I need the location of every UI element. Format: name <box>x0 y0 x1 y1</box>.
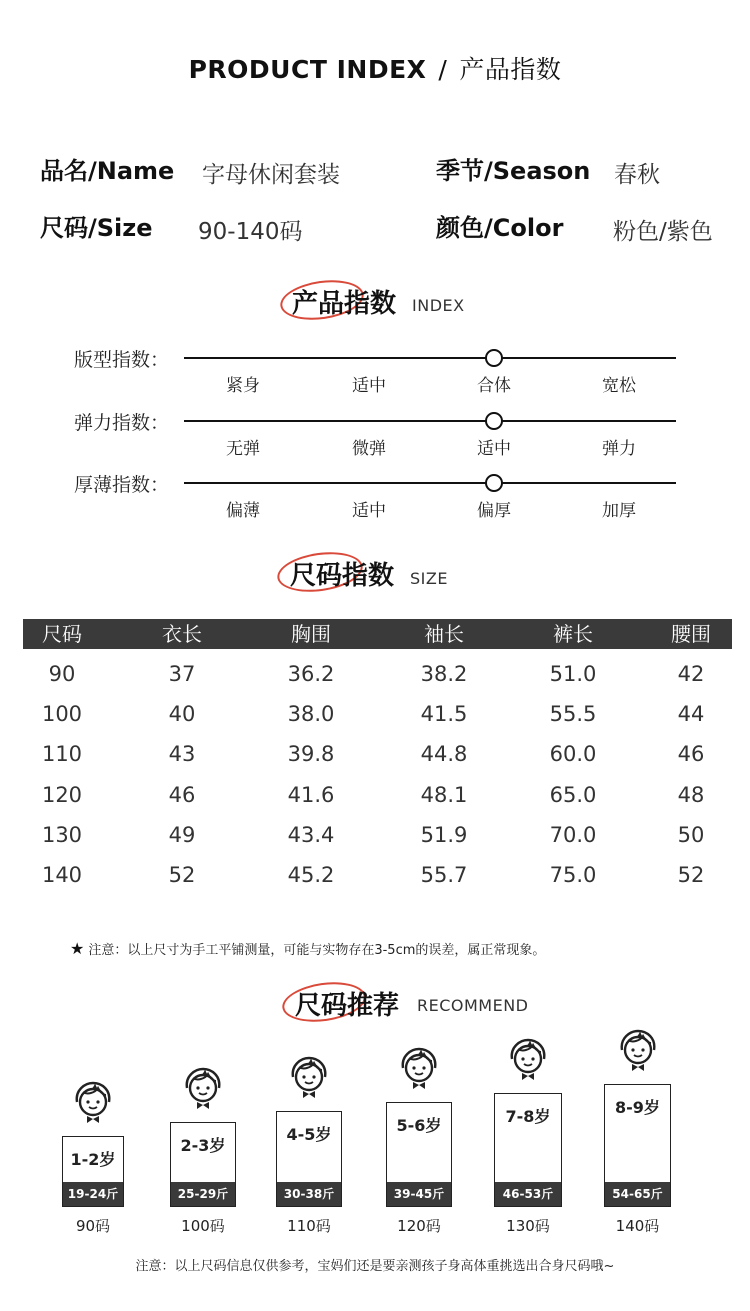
child-face-icon <box>397 1046 441 1094</box>
index-option-label: 合体 <box>477 376 511 396</box>
table-cell: 55.5 <box>549 702 597 727</box>
table-cell: 38.2 <box>420 662 468 686</box>
index-option-label: 宽松 <box>602 376 636 396</box>
recommend-age: 8-9岁 <box>615 1098 660 1117</box>
table-cell: 140 <box>41 863 83 887</box>
index-section-title: 产品指数 <box>292 289 397 319</box>
index-option-label: 适中 <box>352 501 386 521</box>
recommend-card <box>494 1093 562 1207</box>
size-value: 90-140码 <box>198 219 303 245</box>
recommend-size: 140码 <box>615 1217 660 1235</box>
table-cell: 52 <box>168 863 196 887</box>
recommend-weight: 39-45斤 <box>387 1182 451 1206</box>
table-cell: 65.0 <box>549 782 597 807</box>
table-cell: 39.8 <box>287 742 335 767</box>
index-row-label: 版型指数： <box>74 349 170 371</box>
table-cell: 46 <box>168 782 196 807</box>
table-cell: 51.0 <box>549 662 597 686</box>
table-cell: 42 <box>677 662 705 686</box>
table-header-cell: 袖长 <box>424 622 464 646</box>
table-cell: 45.2 <box>287 863 335 887</box>
recommend-size: 110码 <box>287 1217 331 1235</box>
index-option-label: 加厚 <box>602 501 636 521</box>
size-note <box>70 939 545 958</box>
size-table-header <box>23 619 732 649</box>
table-header-cell: 衣长 <box>162 622 202 646</box>
table-cell: 110 <box>41 742 83 767</box>
page-header <box>0 50 750 86</box>
child-face-icon <box>506 1037 550 1085</box>
table-cell: 40 <box>168 702 196 727</box>
index-scale-line <box>184 357 676 359</box>
recommend-card <box>386 1102 452 1207</box>
table-cell: 48.1 <box>420 782 468 807</box>
table-cell: 120 <box>41 782 83 807</box>
table-cell: 41.6 <box>287 782 335 807</box>
size-section-subtitle: SIZE <box>410 569 448 588</box>
name-value: 字母休闲套装 <box>202 162 340 188</box>
table-cell: 60.0 <box>549 742 597 767</box>
color-value: 粉色/紫色 <box>613 219 713 245</box>
header-title-cn: 产品指数 <box>459 55 562 84</box>
table-header-cell: 胸围 <box>291 622 331 646</box>
table-cell: 51.9 <box>420 822 468 847</box>
table-cell: 75.0 <box>549 863 597 887</box>
recommend-weight: 46-53斤 <box>495 1182 561 1206</box>
size-label: 尺码/Size <box>40 214 153 242</box>
table-cell: 41.5 <box>420 702 468 727</box>
table-header-cell: 裤长 <box>553 622 593 646</box>
index-selected-marker <box>485 474 503 492</box>
table-cell: 55.7 <box>420 863 468 887</box>
recommend-age: 7-8岁 <box>505 1107 551 1126</box>
child-face-icon <box>71 1080 115 1128</box>
index-scale-line <box>184 482 676 484</box>
index-option-label: 弹力 <box>602 439 636 459</box>
recommend-weight: 30-38斤 <box>277 1182 341 1206</box>
color-label: 颜色/Color <box>436 214 564 242</box>
table-header-cell: 尺码 <box>42 622 82 646</box>
table-cell: 36.2 <box>287 662 335 686</box>
table-cell: 49 <box>168 822 196 847</box>
table-cell: 43 <box>168 742 196 767</box>
index-selected-marker <box>485 349 503 367</box>
recommend-card <box>604 1084 671 1207</box>
table-cell: 46 <box>677 742 705 767</box>
recommend-size: 120码 <box>397 1217 441 1235</box>
index-selected-marker <box>485 412 503 430</box>
recommend-section-title: 尺码推荐 <box>295 991 400 1021</box>
recommend-card <box>276 1111 342 1207</box>
table-cell: 90 <box>48 662 76 686</box>
table-cell: 100 <box>41 702 83 727</box>
child-face-icon <box>287 1055 331 1103</box>
child-face-icon <box>616 1028 660 1076</box>
header-slash: / <box>438 55 448 84</box>
child-face-icon <box>181 1066 225 1114</box>
index-option-label: 偏厚 <box>477 501 511 521</box>
recommend-weight: 25-29斤 <box>171 1182 235 1206</box>
recommend-size: 130码 <box>506 1217 550 1235</box>
index-option-label: 适中 <box>477 439 511 459</box>
recommend-size: 100码 <box>181 1217 225 1235</box>
season-value: 春秋 <box>614 162 660 188</box>
recommend-weight: 54-65斤 <box>605 1182 670 1206</box>
table-cell: 44 <box>677 702 705 727</box>
recommend-size: 90码 <box>75 1217 111 1235</box>
table-cell: 48 <box>677 782 705 807</box>
size-section-title: 尺码指数 <box>290 561 395 591</box>
table-cell: 38.0 <box>287 702 335 727</box>
index-option-label: 偏薄 <box>226 501 260 521</box>
index-row-label: 弹力指数： <box>74 412 170 434</box>
recommend-age: 1-2岁 <box>70 1150 116 1169</box>
index-option-label: 微弹 <box>352 439 386 459</box>
recommend-card <box>62 1136 124 1207</box>
star-icon: ★ <box>70 939 85 958</box>
recommend-card <box>170 1122 236 1207</box>
size-note-text: 注意：以上尺寸为手工平铺测量，可能与实物存在3-5cm的误差，属正常现象。 <box>88 943 546 958</box>
index-scale-line <box>184 420 676 422</box>
recommend-age: 2-3岁 <box>180 1136 226 1155</box>
recommend-note: 注意：以上尺码信息仅供参考，宝妈们还是要亲测孩子身高体重挑选出合身尺码哦~ <box>135 1259 615 1274</box>
header-title-en: PRODUCT INDEX <box>188 55 427 84</box>
index-option-label: 无弹 <box>226 439 260 459</box>
index-option-label: 紧身 <box>226 376 260 396</box>
index-section-subtitle: INDEX <box>412 296 465 315</box>
table-header-cell: 腰围 <box>671 622 711 646</box>
table-cell: 52 <box>677 863 705 887</box>
index-option-label: 适中 <box>352 376 386 396</box>
recommend-section-subtitle: RECOMMEND <box>417 996 529 1015</box>
table-cell: 130 <box>41 822 83 847</box>
table-cell: 43.4 <box>287 822 335 847</box>
season-label: 季节/Season <box>436 157 591 185</box>
recommend-age: 5-6岁 <box>396 1116 442 1135</box>
recommend-weight: 19-24斤 <box>63 1182 123 1206</box>
table-cell: 44.8 <box>420 742 468 767</box>
table-cell: 50 <box>677 822 705 847</box>
name-label: 品名/Name <box>40 157 175 185</box>
index-row-label: 厚薄指数： <box>74 474 170 496</box>
table-cell: 37 <box>168 662 196 686</box>
table-cell: 70.0 <box>549 822 597 847</box>
recommend-age: 4-5岁 <box>286 1125 332 1144</box>
